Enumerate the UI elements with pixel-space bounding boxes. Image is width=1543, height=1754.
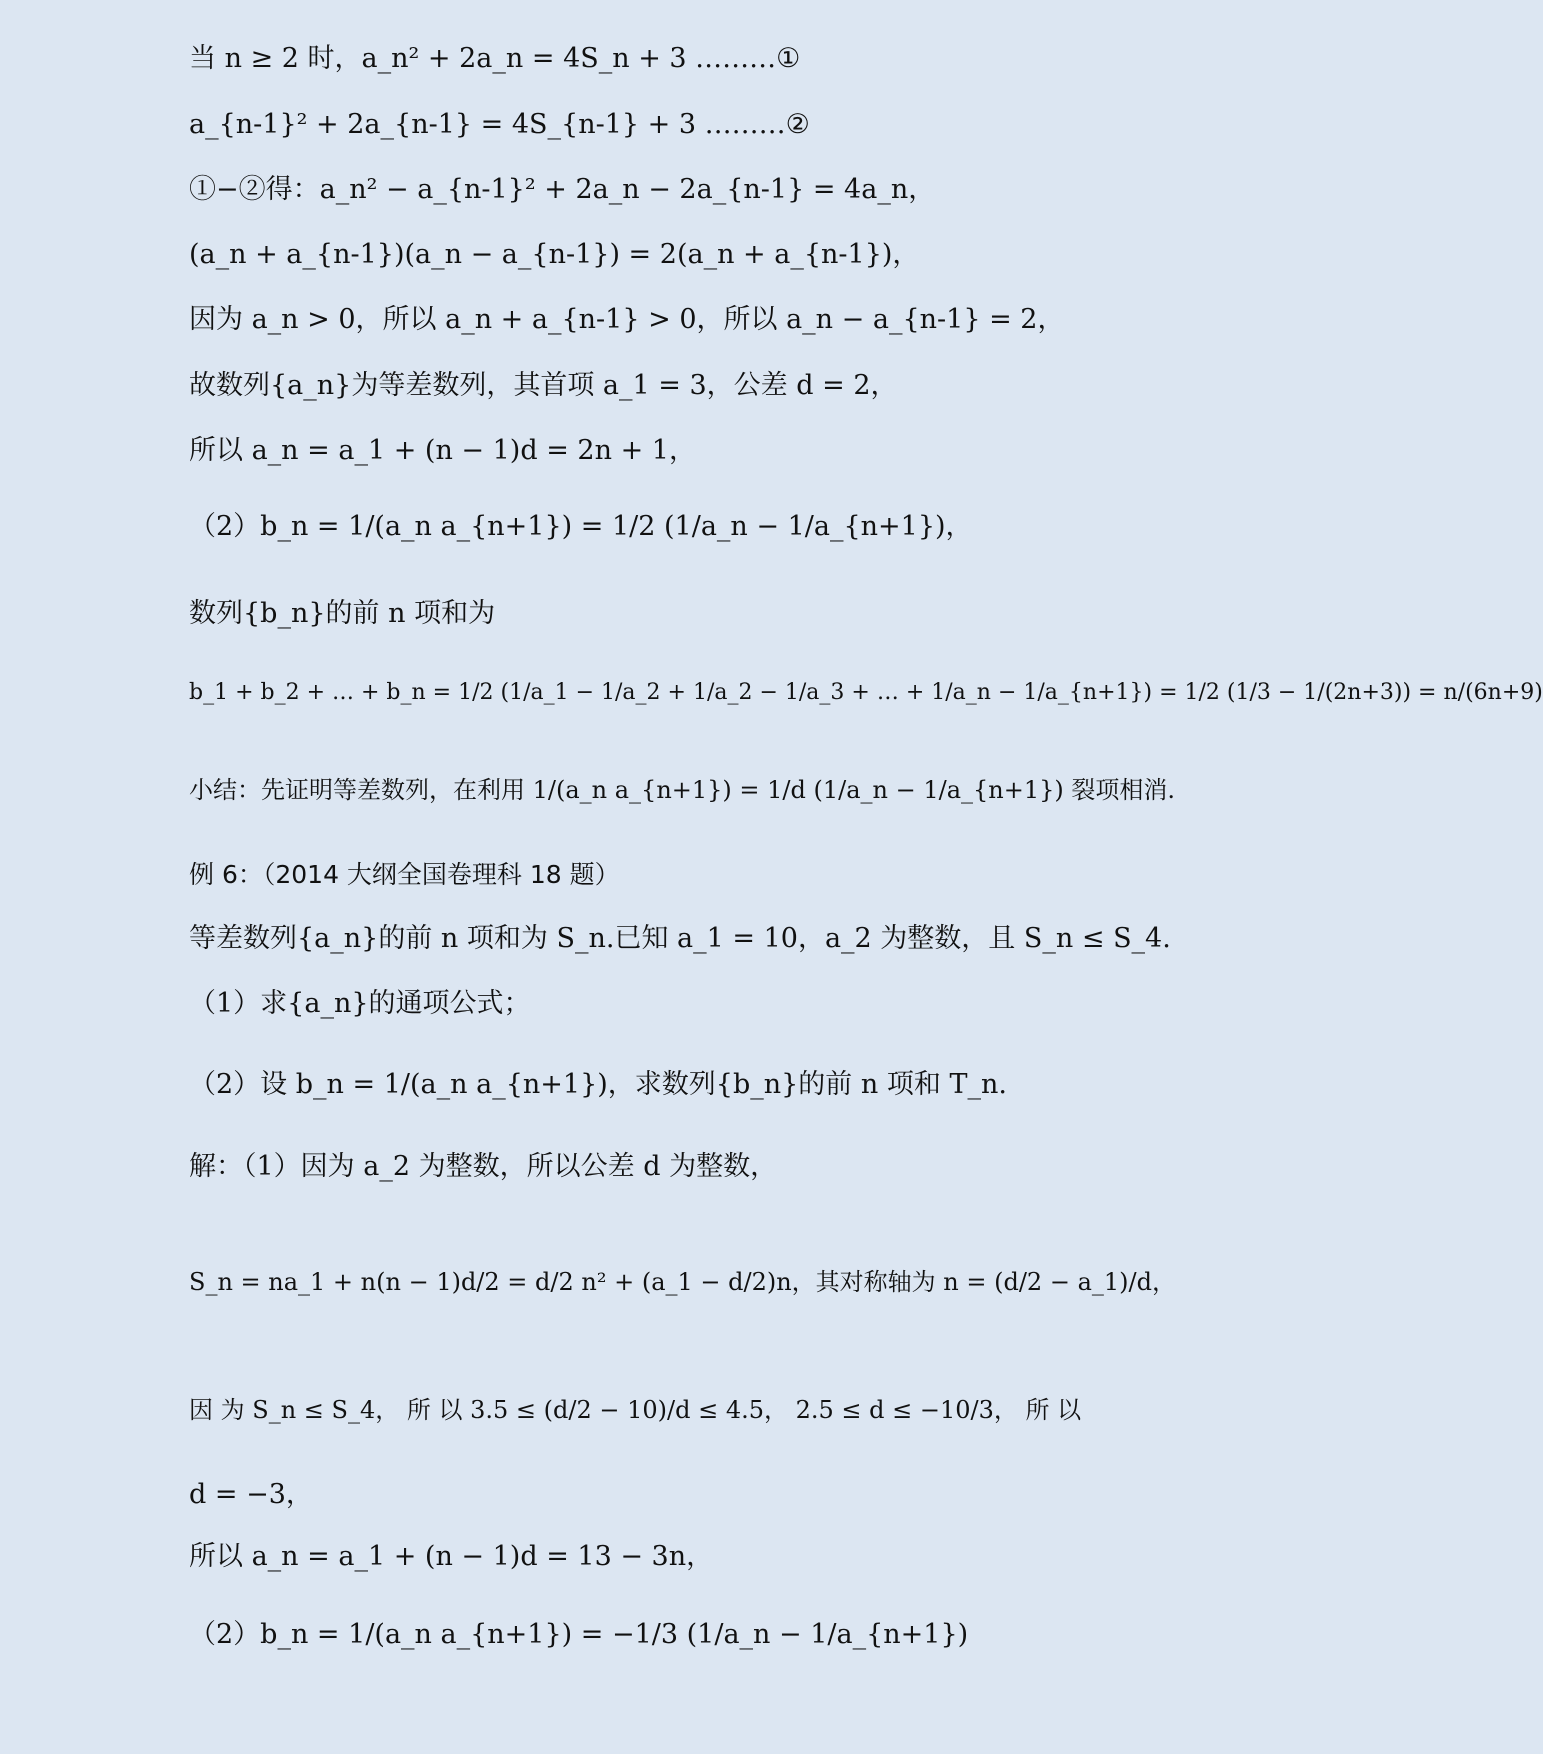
text-line: 故数列{a_n}为等差数列，其首项 a_1 = 3，公差 d = 2， (189, 370, 898, 401)
text-line: S_n = na_1 + n(n − 1)d/2 = d/2 n² + (a_1 − d/2)n，其对称轴为 n = (d/2 − a_1)/d， (189, 1268, 1176, 1296)
text-line: 数列{b_n}的前 n 项和为 (189, 598, 496, 629)
text-line: 等差数列{a_n}的前 n 项和为 S_n.已知 a_1 = 10，a_2 为整数，且 S_n ≤ S_4. (189, 923, 1171, 954)
text-line: 因 为 S_n ≤ S_4， 所 以 3.5 ≤ (d/2 − 10)/d ≤ 4.5， 2.5 ≤ d ≤ −10/3， 所 以 (189, 1396, 1082, 1424)
text-line: （2）b_n = 1/(a_n a_{n+1}) = 1/2 (1/a_n − 1/a_{n+1})， (189, 511, 973, 542)
text-line: 所以 a_n = a_1 + (n − 1)d = 2n + 1， (189, 435, 696, 466)
example-heading: 例 6：（2014 大纲全国卷理科 18 题） (189, 860, 620, 889)
text-line: d = −3， (189, 1479, 313, 1510)
text-line: (a_n + a_{n-1})(a_n − a_{n-1}) = 2(a_n + a_{n-1})， (189, 239, 920, 270)
text-line: 小结：先证明等差数列，在利用 1/(a_n a_{n+1}) = 1/d (1/a_n − 1/a_{n+1}) 裂项相消. (189, 776, 1176, 804)
text-line: 解：（1）因为 a_2 为整数，所以公差 d 为整数， (189, 1151, 778, 1182)
text-line: 因为 a_n > 0，所以 a_n + a_{n-1} > 0，所以 a_n − a_{n-1} = 2， (189, 304, 1065, 335)
text-line: （1）求{a_n}的通项公式； (189, 988, 531, 1019)
text-line: （2）b_n = 1/(a_n a_{n+1}) = −1/3 (1/a_n − 1/a_{n+1}) (189, 1619, 969, 1650)
text-line: a_{n-1}² + 2a_{n-1} = 4S_{n-1} + 3 ………② (189, 109, 810, 140)
text-line: 当 n ≥ 2 时，a_n² + 2a_n = 4S_n + 3 ………① (189, 43, 801, 74)
text-line: b_1 + b_2 + … + b_n = 1/2 (1/a_1 − 1/a_2 + 1/a_2 − 1/a_3 + … + 1/a_n − 1/a_{n+1}) = 1/2 (1/3 − 1/(2n+3)) = n/(6n+9) (189, 680, 1543, 705)
text-line: ①−②得：a_n² − a_{n-1}² + 2a_n − 2a_{n-1} = 4a_n， (189, 174, 936, 205)
text-line: （2）设 b_n = 1/(a_n a_{n+1})，求数列{b_n}的前 n 项和 T_n. (189, 1069, 1007, 1100)
text-line: 所以 a_n = a_1 + (n − 1)d = 13 − 3n， (189, 1541, 714, 1572)
